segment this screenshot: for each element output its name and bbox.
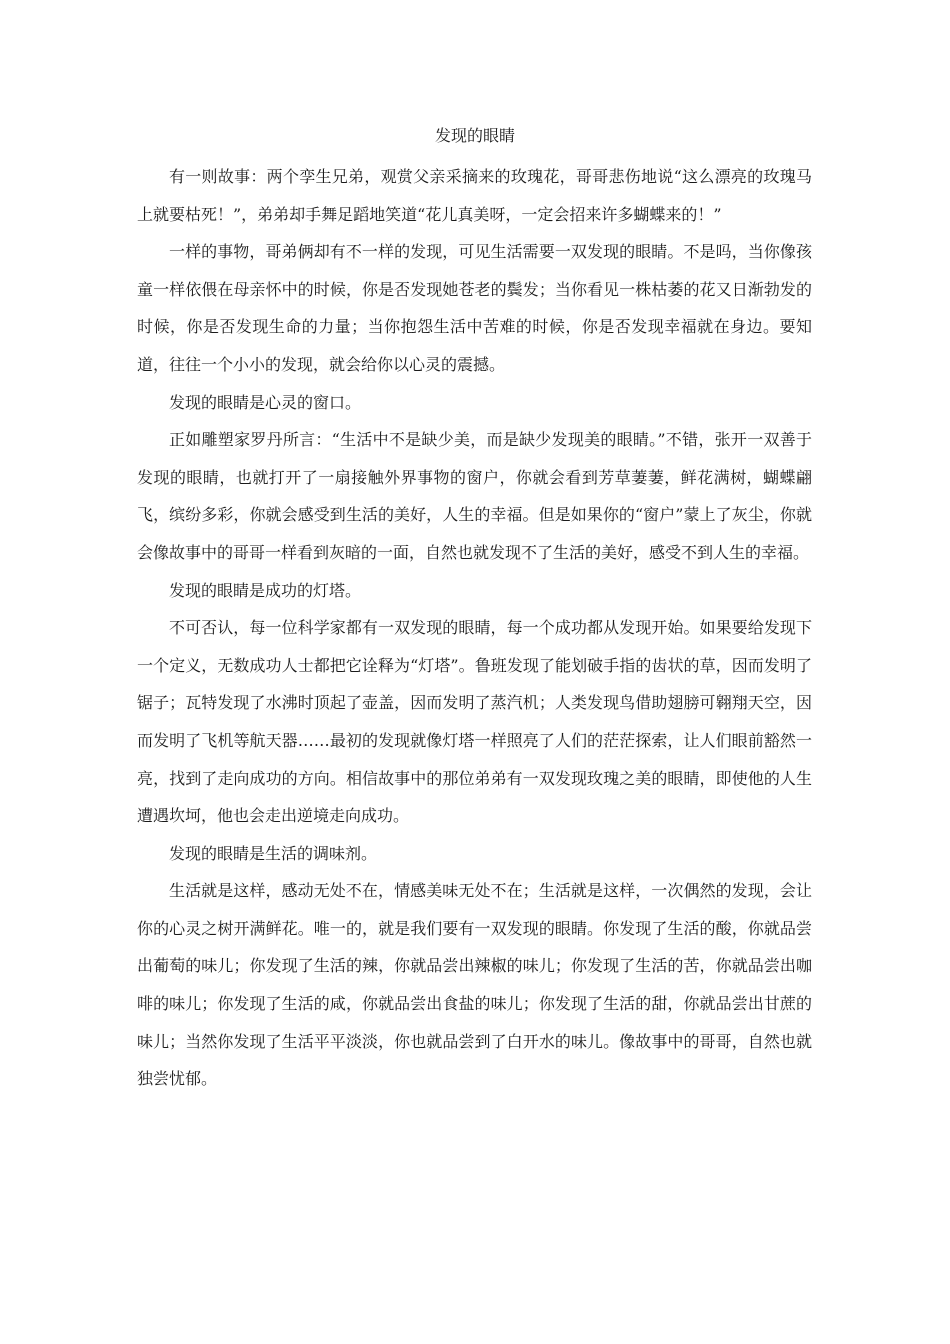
paragraph-window: 正如雕塑家罗丹所言：“生活中不是缺少美，而是缺少发现美的眼睛。”不错，张开一双善于发现的眼睛，也就打开了一扇接触外界事物的窗户，你就会看到芳草萋萋，鲜花满树，蝴蝶翩飞，缤纷多彩，你就会感受到生活的美好，人生的幸福。但是如果你的“窗户”蒙上了灰尘，你就会像故事中的哥哥一样看到灰暗的一面，自然也就发现不了生活的美好，感受不到人生的幸福。 <box>137 430 812 562</box>
paragraph-seasoning: 生活就是这样，感动无处不在，情感美味无处不在；生活就是这样，一次偶然的发现，会让你的心灵之树开满鲜花。唯一的，就是我们要有一双发现的眼睛。你发现了生活的酸，你就品尝出葡萄的味儿；你发现了生活的辣，你就品尝出辣椒的味儿；你发现了生活的苦，你就品尝出咖啡的味儿；你发现了生活的咸，你就品尝出食盐的味儿；你发现了生活的甜，你就品尝出甘蔗的味儿；当然你发现了生活平平淡淡，你也就品尝到了白开水的味儿。像故事中的哥哥，自然也就独尝忧郁。 <box>137 881 812 1089</box>
paragraph-story: 有一则故事：两个孪生兄弟，观赏父亲采摘来的玫瑰花，哥哥悲伤地说“这么漂亮的玫瑰马上就要枯死！”，弟弟却手舞足蹈地笑道“花儿真美呀，一定会招来许多蝴蝶来的！” <box>137 167 812 224</box>
paragraph-heading-lighthouse: 发现的眼睛是成功的灯塔。 <box>169 580 362 600</box>
paragraph-heading-seasoning: 发现的眼睛是生活的调味剂。 <box>169 843 378 863</box>
document-title: 发现的眼睛 <box>434 126 515 145</box>
paragraph-lighthouse: 不可否认，每一位科学家都有一双发现的眼睛，每一个成功都从发现开始。如果要给发现下一个定义，无数成功人士都把它诠释为“灯塔”。鲁班发现了能划破手指的齿状的草，因而发明了锯子；瓦特发现了水沸时顶起了壶盖，因而发明了蒸汽机；人类发现鸟借助翅膀可翱翔天空，因而发明了飞机等航天器……最初的发现就像灯塔一样照亮了人们的茫茫探索，让人们眼前豁然一亮，找到了走向成功的方向。相信故事中的那位弟弟有一双发现玫瑰之美的眼睛，即使他的人生遭遇坎坷，他也会走出逆境走向成功。 <box>137 618 812 826</box>
paragraph-heading-window: 发现的眼睛是心灵的窗口。 <box>169 392 362 412</box>
paragraph-intro: 一样的事物，哥弟俩却有不一样的发现，可见生活需要一双发现的眼睛。不是吗，当你像孩童一样依偎在母亲怀中的时候，你是否发现她苍老的鬓发；当你看见一株枯萎的花又日渐勃发的时候，你是否发现生命的力量；当你抱怨生活中苦难的时候，你是否发现幸福就在身边。要知道，往往一个小小的发现，就会给你以心灵的震撼。 <box>137 242 812 374</box>
document-body <box>137 158 812 1098</box>
